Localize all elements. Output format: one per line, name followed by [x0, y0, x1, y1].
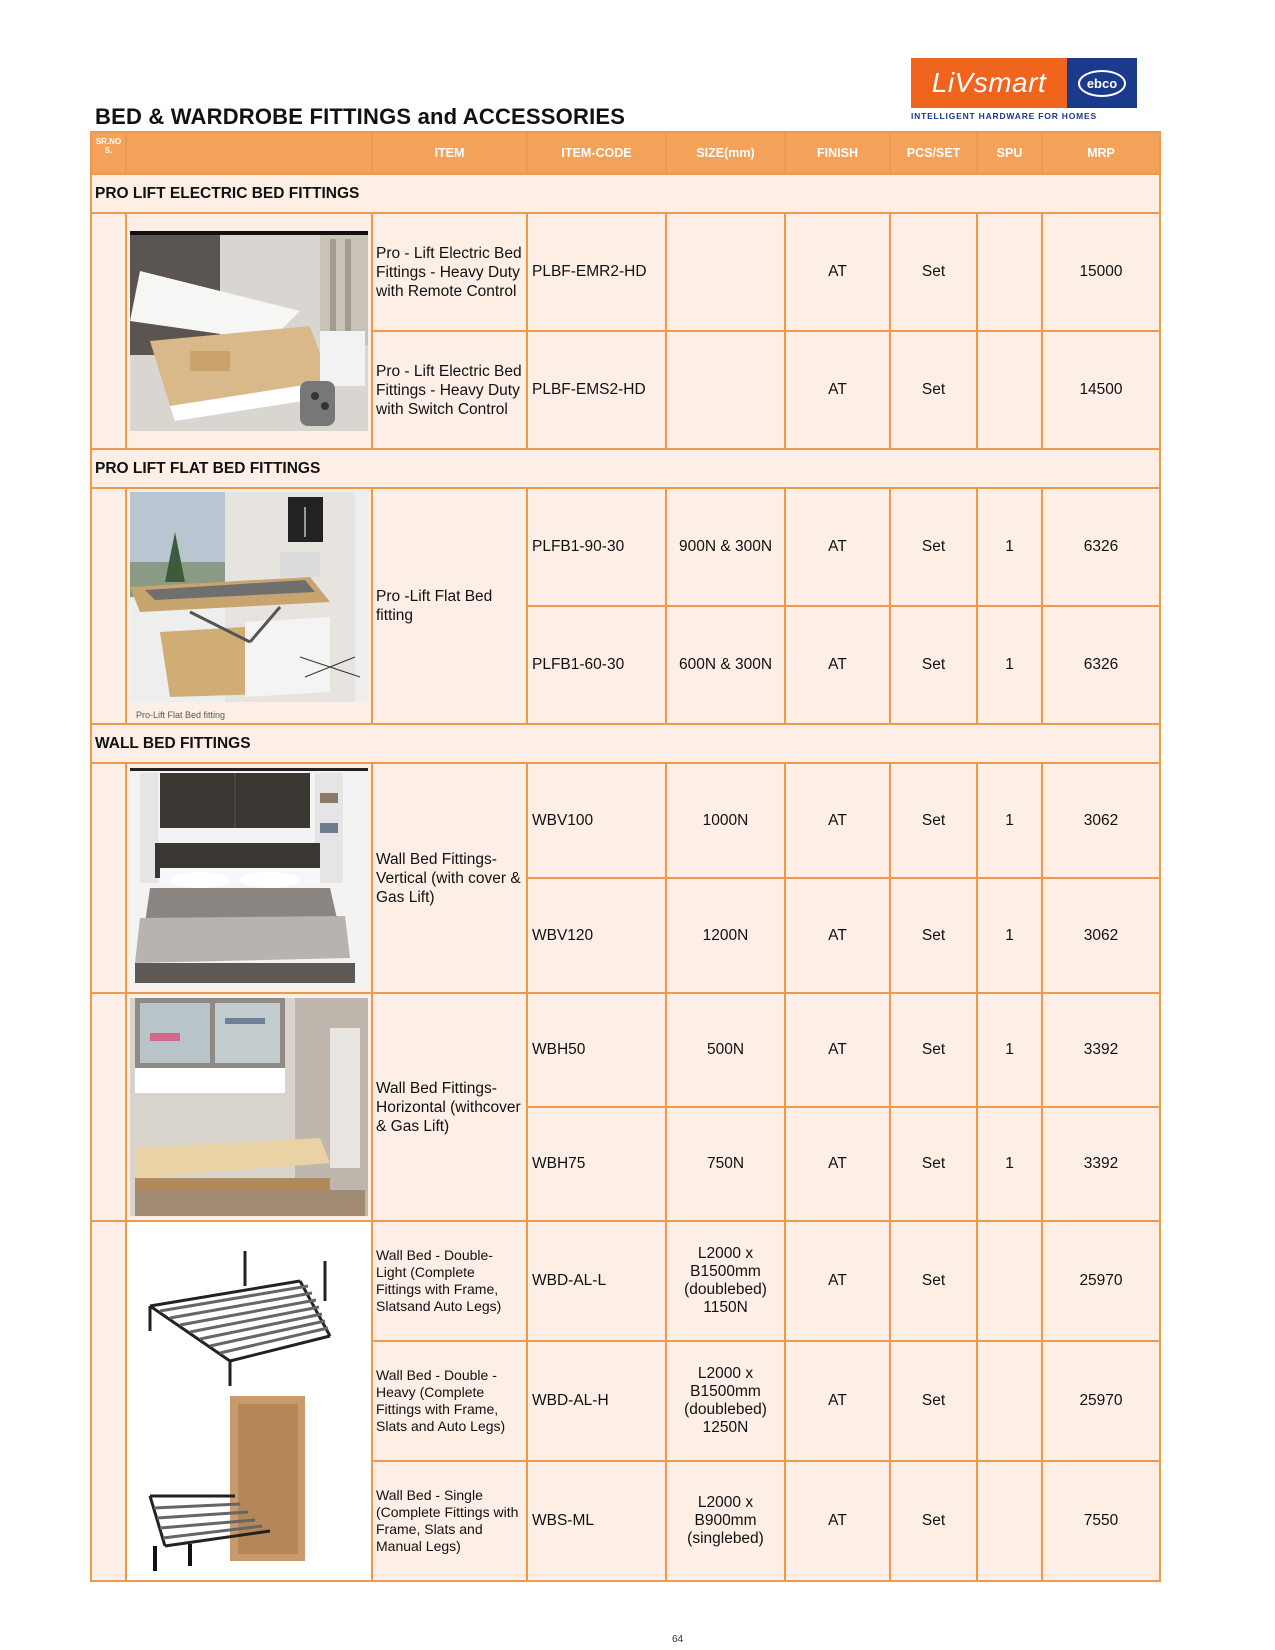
item-name: Wall Bed - Single (Complete Fittings with Frame, Slats and Manual Legs)	[372, 1461, 527, 1581]
item-code: WBD-AL-H	[527, 1341, 666, 1461]
section-header	[91, 174, 1160, 213]
sr-cell	[91, 993, 126, 1221]
item-finish: AT	[785, 606, 890, 724]
item-code: PLFB1-90-30	[527, 488, 666, 606]
item-spu: 1	[977, 993, 1042, 1107]
table-row	[91, 213, 1160, 331]
item-size: L2000 x B1500mm (doublebed) 1150N	[666, 1221, 785, 1341]
item-mrp: 6326	[1042, 606, 1160, 724]
item-spu	[977, 331, 1042, 449]
item-code: PLBF-EMR2-HD	[527, 213, 666, 331]
item-finish: AT	[785, 1341, 890, 1461]
item-size	[666, 331, 785, 449]
item-spu	[977, 1221, 1042, 1341]
item-finish: AT	[785, 1461, 890, 1581]
item-mrp: 25970	[1042, 1221, 1160, 1341]
electric-bed-image	[130, 231, 368, 431]
section-title-electric: PRO LIFT ELECTRIC BED FITTINGS	[91, 174, 1160, 213]
item-finish: AT	[785, 1107, 890, 1221]
item-mrp: 3392	[1042, 1107, 1160, 1221]
item-pcs: Set	[890, 213, 977, 331]
table-row	[91, 763, 1160, 878]
item-finish: AT	[785, 1221, 890, 1341]
item-name: Wall Bed - Double-Light (Complete Fittings with Frame, Slatsand Auto Legs)	[372, 1221, 527, 1341]
item-spu: 1	[977, 488, 1042, 606]
product-image-cell	[126, 993, 372, 1221]
item-code: WBV120	[527, 878, 666, 993]
col-code: ITEM-CODE	[527, 132, 666, 174]
brand-tagline: INTELLIGENT HARDWARE FOR HOMES	[911, 111, 1097, 121]
item-pcs: Set	[890, 1107, 977, 1221]
item-pcs: Set	[890, 1461, 977, 1581]
item-name: Pro - Lift Electric Bed Fittings - Heavy Duty with Remote Control	[372, 213, 527, 331]
col-mrp: MRP	[1042, 132, 1160, 174]
col-sr: SR.NO S.	[91, 132, 126, 174]
item-spu	[977, 1341, 1042, 1461]
item-pcs: Set	[890, 763, 977, 878]
item-mrp: 6326	[1042, 488, 1160, 606]
item-name: Pro - Lift Electric Bed Fittings - Heavy Duty with Switch Control	[372, 331, 527, 449]
item-spu: 1	[977, 606, 1042, 724]
product-image-cell	[126, 1221, 372, 1581]
item-name: Wall Bed Fittings-Horizontal (withcover & Gas Lift)	[372, 993, 527, 1221]
item-spu	[977, 213, 1042, 331]
item-mrp: 3062	[1042, 878, 1160, 993]
horizontal-wall-bed-image	[130, 998, 368, 1216]
sr-cell	[91, 213, 126, 449]
item-pcs: Set	[890, 606, 977, 724]
item-size: 900N & 300N	[666, 488, 785, 606]
item-pcs: Set	[890, 331, 977, 449]
sr-cell	[91, 488, 126, 724]
col-image	[126, 132, 372, 174]
product-image-cell	[126, 763, 372, 993]
item-pcs: Set	[890, 1221, 977, 1341]
section-title-flat: PRO LIFT FLAT BED FITTINGS	[91, 449, 1160, 488]
item-mrp: 25970	[1042, 1341, 1160, 1461]
item-size: 600N & 300N	[666, 606, 785, 724]
brand-logo	[911, 58, 1137, 108]
item-finish: AT	[785, 763, 890, 878]
col-spu: SPU	[977, 132, 1042, 174]
item-mrp: 14500	[1042, 331, 1160, 449]
livsmart-logo: LiVsmart	[911, 58, 1067, 108]
col-pcs: PCS/SET	[890, 132, 977, 174]
table-row	[91, 1221, 1160, 1341]
item-name: Wall Bed Fittings-Vertical (with cover & Gas Lift)	[372, 763, 527, 993]
table-row	[91, 488, 1160, 606]
item-size: L2000 x B900mm (singlebed)	[666, 1461, 785, 1581]
item-mrp: 7550	[1042, 1461, 1160, 1581]
item-mrp: 3392	[1042, 993, 1160, 1107]
table-header	[91, 132, 1160, 174]
item-finish: AT	[785, 993, 890, 1107]
section-header	[91, 449, 1160, 488]
item-size: 500N	[666, 993, 785, 1107]
vertical-wall-bed-image	[130, 768, 368, 988]
col-item: ITEM	[372, 132, 527, 174]
item-code: PLBF-EMS2-HD	[527, 331, 666, 449]
product-image-cell	[126, 488, 372, 724]
product-image-cell	[126, 213, 372, 449]
sr-cell	[91, 1221, 126, 1581]
item-pcs: Set	[890, 1341, 977, 1461]
section-title-wall: WALL BED FITTINGS	[91, 724, 1160, 763]
col-finish: FINISH	[785, 132, 890, 174]
page-number: 64	[672, 1634, 684, 1645]
item-size	[666, 213, 785, 331]
item-mrp: 3062	[1042, 763, 1160, 878]
item-size: 750N	[666, 1107, 785, 1221]
item-pcs: Set	[890, 993, 977, 1107]
item-spu: 1	[977, 878, 1042, 993]
flat-bed-image	[130, 492, 368, 720]
item-code: WBH50	[527, 993, 666, 1107]
item-size: 1000N	[666, 763, 785, 878]
item-code: WBV100	[527, 763, 666, 878]
item-spu: 1	[977, 1107, 1042, 1221]
item-size: 1200N	[666, 878, 785, 993]
item-finish: AT	[785, 878, 890, 993]
page-title: BED & WARDROBE FITTINGS and ACCESSORIES	[95, 104, 626, 129]
item-pcs: Set	[890, 878, 977, 993]
item-code: PLFB1-60-30	[527, 606, 666, 724]
sr-cell	[91, 763, 126, 993]
wall-bed-frame-image	[130, 1226, 368, 1576]
ebco-logo	[1067, 58, 1137, 108]
col-size: SIZE(mm)	[666, 132, 785, 174]
item-code: WBS-ML	[527, 1461, 666, 1581]
section-header	[91, 724, 1160, 763]
item-code: WBD-AL-L	[527, 1221, 666, 1341]
item-finish: AT	[785, 488, 890, 606]
item-code: WBH75	[527, 1107, 666, 1221]
price-table	[90, 131, 1161, 1582]
item-mrp: 15000	[1042, 213, 1160, 331]
item-name: Wall Bed - Double - Heavy (Complete Fittings with Frame, Slats and Auto Legs)	[372, 1341, 527, 1461]
ebco-logo-text: ebco	[1078, 70, 1126, 97]
item-pcs: Set	[890, 488, 977, 606]
item-spu: 1	[977, 763, 1042, 878]
image-caption: Pro-Lift Flat Bed fitting	[136, 710, 226, 720]
item-name: Pro -Lift Flat Bed fitting	[372, 488, 527, 724]
item-size: L2000 x B1500mm (doublebed) 1250N	[666, 1341, 785, 1461]
item-finish: AT	[785, 213, 890, 331]
table-row	[91, 993, 1160, 1107]
item-spu	[977, 1461, 1042, 1581]
item-finish: AT	[785, 331, 890, 449]
